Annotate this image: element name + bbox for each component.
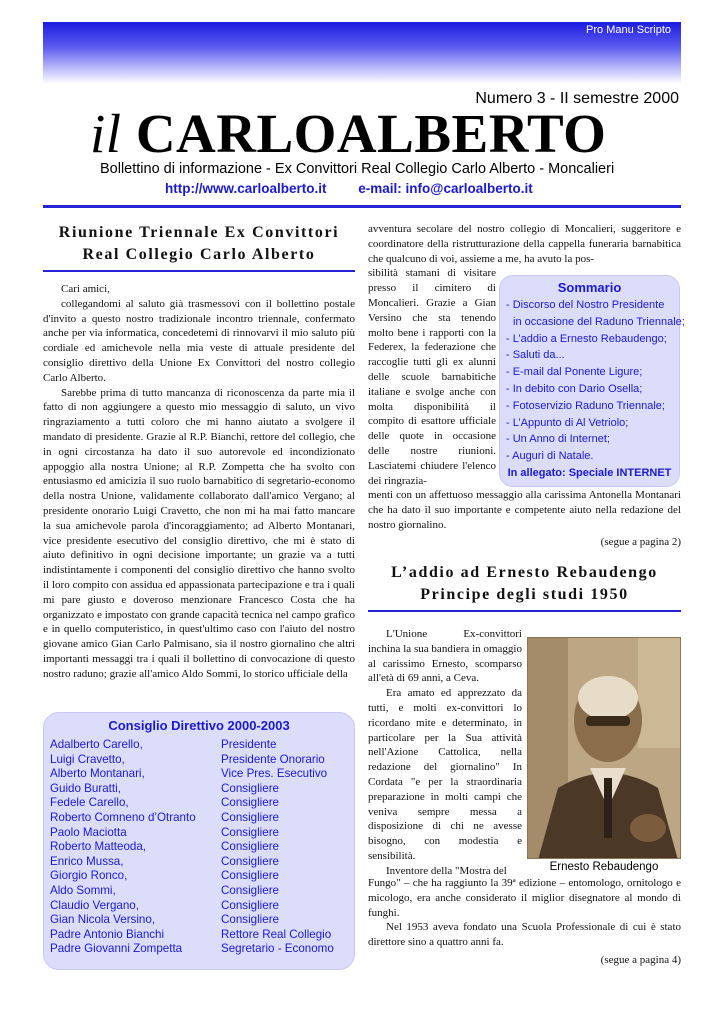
title-rule	[43, 270, 355, 272]
member-role: Consigliere	[221, 825, 279, 839]
member-role: Consigliere	[221, 840, 279, 854]
member-name: Giorgio Ronco,	[50, 869, 128, 883]
consiglio-member-row	[50, 942, 348, 957]
header-links	[165, 181, 533, 196]
paragraph: Fungo" – che ha raggiunto la 39ª edizione – entomologo, ornitologo e micologo, era anche considerato il miglior disegnatore al mondo di funghi.	[368, 877, 681, 919]
member-role: Consigliere	[221, 869, 279, 883]
sommario-item[interactable]: - L’addio a Ernesto Rebaudengo;	[506, 332, 667, 345]
article-addio-body	[368, 627, 522, 879]
consiglio-member-row	[50, 811, 348, 826]
paragraph: Era amato ed apprezzato da tutti, e molti ex-convittori lo ricordano mite e determinato, in particolare per la Sua attività nell'Azione Cattolica, nella redazione del giornalino" In Cordata "e per la straordinaria preparazione in molti campi che veniva sempre messa a disposizione di chi ne avesse bisogno, con modestia e sensibilità.	[368, 687, 522, 862]
consiglio-title: Consiglio Direttivo 2000-2003	[108, 718, 290, 733]
member-role: Segretario - Economo	[221, 942, 334, 956]
sommario-item[interactable]: - In debito con Dario Osella;	[506, 382, 643, 395]
article-title: L’addio ad Ernesto Rebaudengo Principe degli studi 1950	[391, 563, 658, 603]
member-name: Paolo Maciotta	[50, 825, 127, 839]
consiglio-member-row	[50, 826, 348, 841]
member-name: Padre Antonio Bianchi	[50, 927, 165, 941]
member-role: Consigliere	[221, 883, 279, 897]
sommario-allegato: In allegato: Speciale INTERNET	[507, 466, 672, 479]
pro-manu-scripto: Pro Manu Scripto	[586, 24, 671, 36]
member-name: Enrico Mussa,	[50, 854, 124, 868]
consiglio-member-row	[50, 869, 348, 884]
sommario-item[interactable]: - L’Appunto di Al Vetriolo;	[506, 416, 629, 429]
portrait-image	[528, 638, 681, 859]
member-name: Claudio Vergano,	[50, 898, 139, 912]
consiglio-member-row	[50, 855, 348, 870]
sommario-item[interactable]: - Auguri di Natale.	[506, 450, 594, 463]
paragraph: Nel 1953 aveva fondato una Scuola Professionale di cui è stato direttore sino a quattro anni fa.	[368, 921, 681, 949]
issue-number: Numero 3 - II semestre 2000	[475, 90, 679, 107]
header-band	[43, 22, 681, 84]
continuation-narrow: sibilità stamani di visitare presso il cimitero di Moncalieri. Grazie a Gian Versino che sta tenendo molto bene i rapporti con la Federex, la federazione che raccoglie tutti gli ex alunni delle scuole barnabitiche italiane e svolge anche con molta disponibilità il compito di esattore ufficiale delle quote in occasione delle nostre riunioni. Lasciatemi chiudere l'elenco dei ringrazia-	[368, 267, 496, 487]
member-role: Consigliere	[221, 913, 279, 927]
member-role: Presidente Onorario	[221, 752, 325, 766]
consiglio-member-row	[50, 796, 348, 811]
member-name: Padre Giovanni Zompetta	[50, 942, 183, 956]
sommario-item[interactable]: - E-mail dal Ponente Ligure;	[506, 366, 643, 379]
consiglio-member-row	[50, 767, 348, 782]
member-role: Consigliere	[221, 854, 279, 868]
consiglio-member-row	[50, 738, 348, 753]
consiglio-direttivo-box	[43, 712, 355, 970]
paragraph: Inventore della "Mostra del	[386, 864, 507, 877]
member-name: Aldo Sommi,	[50, 883, 116, 897]
member-role: Consigliere	[221, 810, 279, 824]
consiglio-member-row	[50, 884, 348, 899]
email-link[interactable]: e-mail: info@carloalberto.it	[358, 181, 533, 196]
consiglio-member-row	[50, 782, 348, 797]
member-name: Roberto Comneno d’Otranto	[50, 810, 196, 824]
sommario-item[interactable]: - Discorso del Nostro Presidente	[506, 299, 665, 311]
masthead-il: il	[90, 103, 122, 164]
sommario-title: Sommario	[557, 280, 622, 295]
consiglio-list	[50, 738, 348, 957]
greeting: Cari amici,	[61, 283, 110, 295]
consiglio-member-row	[50, 753, 348, 768]
segue-label: (segue a pagina 2)	[600, 535, 681, 548]
masthead-title: CARLOALBERTO	[135, 103, 607, 164]
sommario-item[interactable]: - Un Anno di Internet;	[506, 433, 610, 446]
sommario-item[interactable]: - Fotoservizio Raduno Triennale;	[506, 399, 665, 412]
member-role: Vice Pres. Esecutivo	[221, 767, 328, 781]
article-body	[43, 282, 355, 682]
member-name: Roberto Matteoda,	[50, 840, 147, 854]
paragraph: L'Unione Ex-convittori inchina la sua bandiera in omaggio al carissimo Ernesto, scomparso all'età di 69 anni, a Ceva.	[368, 628, 522, 685]
consiglio-member-row	[50, 899, 348, 914]
member-name: Gian Nicola Versino,	[50, 913, 156, 927]
masthead-subtitle: Bollettino di informazione - Ex Convittori Real Collegio Carlo Alberto - Moncalieri	[100, 161, 615, 177]
header-rule	[43, 205, 681, 208]
paragraph: Sarebbe prima di tutto mancanza di riconoscenza da parte mia il fatto di non aggiungere a questo mio messaggio di saluto, un vivo ringraziamento a tutti coloro che mi hanno aiutato a svolgere il mandato di presidente. Grazie al R.P. Bianchi, rettore del collegio, che in ogni circostanza ha dato il suo autorevole ed incondizionato appoggio alla nostra Unione; al R.P. Zompetta che ha svolto con entusiasmo ed amicizia il suo ruolo barnabitico di segretario-economo della nostra Unione, validamente collaborato dall'amico Vergano; al presidente onorario Luigi Cravetto, che non mi ha mai fatto mancare la sua amichevole parola d'incoraggiamento; ad Alberto Montanari, vice presidente esecutivo del consiglio direttivo, che mi è stato di aiuto definitivo in ogni decisione importante; un grazie va a tutti indistintamente i componenti del consiglio direttivo che hanno svolto il loro compito con assidua ed appassionata partecipazione e tra i quali mi pare giusto e doveroso menzionare Francesco Costa che ha organizzato e impostato con grande capacità tecnica nel campo grafico e in quello computeristico, in quest'ultimo caso con l'aiuto del nostro giovane amico Gian Carlo Palmisano, sia il nostro giornalino che altri importanti messaggi tra i quali il bollettino di convocazione di questo nostro raduno; grazie all'amico Aldo Sommi, lo storico ufficiale della	[43, 386, 355, 680]
sommario-box	[499, 275, 685, 487]
member-role: Consigliere	[221, 796, 279, 810]
member-role: Presidente	[221, 738, 277, 751]
consiglio-member-row	[50, 928, 348, 943]
rebaudengo-photo	[527, 637, 681, 859]
masthead	[90, 102, 606, 165]
member-role: Consigliere	[221, 781, 279, 795]
paragraph: collegandomi al saluto già trasmessovi con il bollettino postale d'invito a questo nostro tradizionale incontro triennale, confermato anche per via informatica, concedetemi di rinnovarvi il mio saluto più cordiale ed amichevole nella mia veste di attuale presidente del consiglio direttivo della Unione Ex Convittori del nostro collegio Carlo Alberto.	[43, 297, 355, 384]
continuation-wide: avventura secolare del nostro collegio di Moncalieri, suggeritore e coordinatore della ristrutturazione della cappella funeraria barnabitica che qualcuno di voi, assieme a me, ha avuto la pos-	[368, 223, 681, 265]
title-rule	[368, 610, 681, 612]
website-link[interactable]: http://www.carloalberto.it	[165, 181, 327, 196]
sommario-list	[506, 297, 685, 465]
photo-caption: Ernesto Rebaudengo	[549, 861, 659, 873]
article-riunione	[43, 222, 355, 682]
member-name: Alberto Montanari,	[50, 767, 145, 781]
member-name: Fedele Carello,	[50, 796, 129, 810]
member-role: Consigliere	[221, 898, 279, 912]
segue-label: (segue a pagina 4)	[600, 953, 681, 966]
article-addio-continuation	[368, 876, 681, 968]
member-name: Luigi Cravetto,	[50, 752, 125, 766]
sommario-item[interactable]: - Saluti da...	[506, 349, 565, 362]
article-title: Riunione Triennale Ex Convittori Real Collegio Carlo Alberto	[58, 224, 340, 263]
member-name: Adalberto Carello,	[50, 738, 143, 751]
member-name: Guido Buratti,	[50, 781, 121, 795]
continuation-after: menti con un affettuoso messaggio alla carissima Antonella Montanari che ha dato il suo importante e competente aiuto nella redazione del nostro giornalino.	[368, 489, 681, 531]
member-role: Rettore Real Collegio	[221, 927, 332, 941]
consiglio-member-row	[50, 840, 348, 855]
sommario-item[interactable]: in occasione del Raduno Triennale;	[513, 315, 685, 328]
consiglio-member-row	[50, 913, 348, 928]
